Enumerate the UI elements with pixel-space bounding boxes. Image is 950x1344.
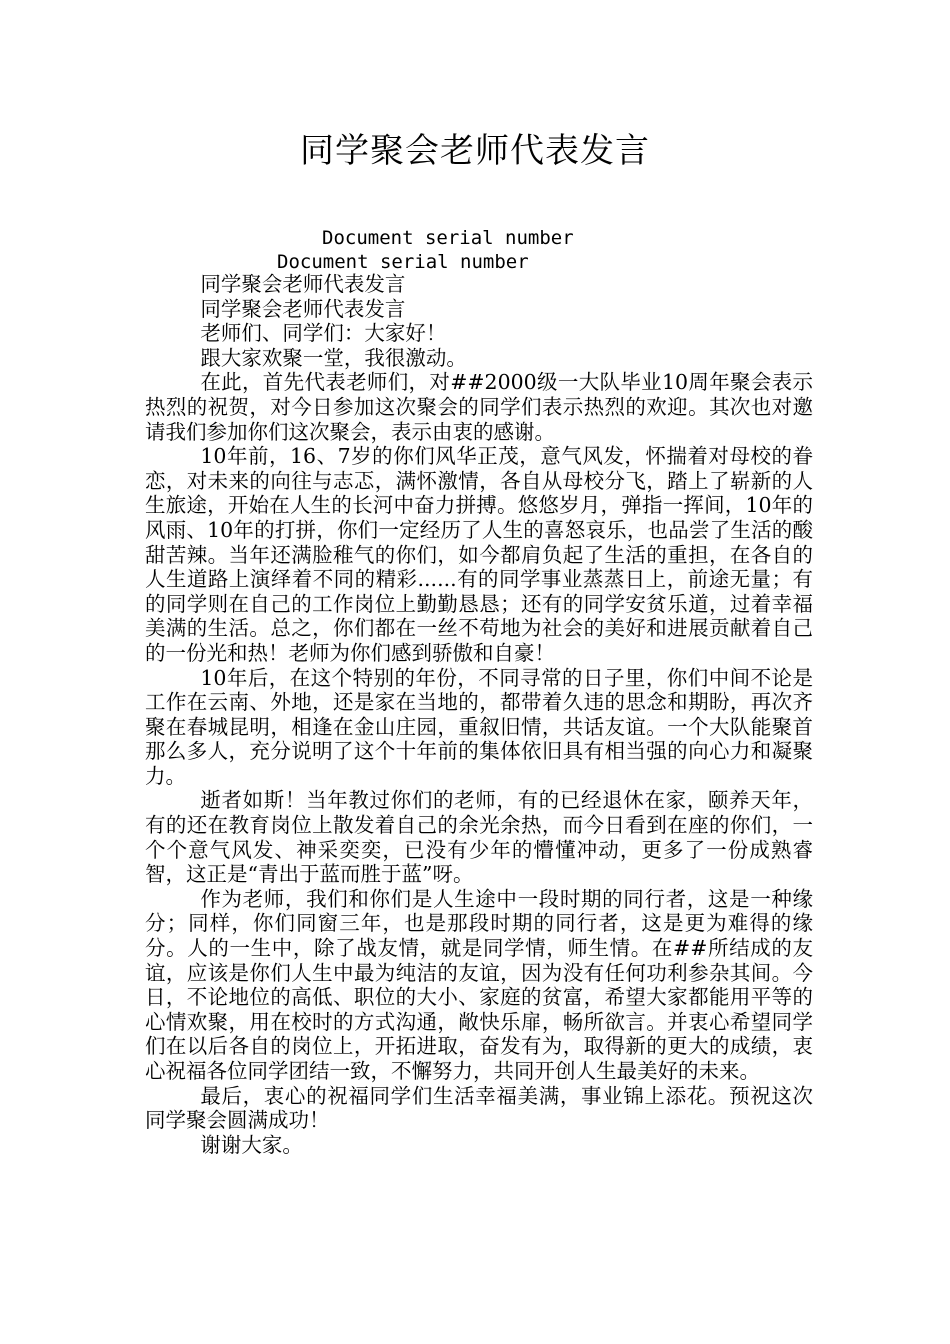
document-title: 同学聚会老师代表发言: [300, 131, 650, 171]
paragraph: 最后，衷心的祝福同学们生活幸福美满，事业锦上添花。预祝这次同学聚会圆满成功！: [145, 1083, 813, 1133]
paragraph: 在此，首先代表老师们，对##2000级一大队毕业10周年聚会表示热烈的祝贺，对今日参加这次聚会的同学们表示热烈的欢迎。其次也对邀请我们参加你们这次聚会，表示由衷的感谢。: [145, 370, 813, 444]
greeting-paragraph: 老师们、同学们：大家好！: [200, 321, 447, 346]
paragraph: 跟大家欢聚一堂，我很激动。: [200, 345, 467, 370]
closing-paragraph: 谢谢大家。: [200, 1132, 303, 1157]
paragraph: 同学聚会老师代表发言: [200, 296, 406, 321]
paragraph: 10年前，16、7岁的你们风华正茂，意气风发，怀揣着对母校的眷恋，对未来的向往与志忑，满怀激情，各自从母校分飞，踏上了崭新的人生旅途，开始在人生的长河中奋力拼搏。悠悠岁月，弹指一挥间，10年的风雨、10年的打拼，你们一定经历了人生的喜怒哀乐，也品尝了生活的酸甜苦辣。当年还满脸稚气的你们，如今都肩负起了生活的重担，在各自的人生道路上演绎着不同的精彩......有的同学事业蒸蒸日上，前途无量；有的同学则在自己的工作岗位上勤勤恳恳；还有的同学安贫乐道，过着幸福美满的生活。总之，你们都在一丝不苟地为社会的美好和进展贡献着自己的一份光和热！老师为你们感到骄傲和自豪！: [145, 444, 813, 665]
paragraph: 10年后，在这个特别的年份，不同寻常的日子里，你们中间不论是工作在云南、外地，还是家在当地的，都带着久违的思念和期盼，再次齐聚在春城昆明，相逢在金山庄园，重叙旧情，共话友谊。一个大队能聚首那么多人，充分说明了这个十年前的集体依旧具有相当强的向心力和凝聚力。: [145, 665, 813, 788]
document-body: [145, 272, 813, 1157]
paragraph: 逝者如斯！当年教过你们的老师，有的已经退休在家，颐养天年，有的还在教育岗位上散发着自己的余光余热，而今日看到在座的你们，一个个意气风发、神采奕奕，已没有少年的懵懂冲动，更多了一份成熟睿智，这正是“青出于蓝而胜于蓝”呀。: [145, 788, 813, 887]
document-serial-number: Document serial number: [322, 227, 574, 249]
paragraph: 同学聚会老师代表发言: [200, 272, 406, 296]
document-serial-number: Document serial number: [277, 251, 529, 273]
paragraph: 作为老师，我们和你们是人生途中一段时期的同行者，这是一种缘分；同样，你们同窗三年，也是那段时期的同行者，这是更为难得的缘分。人的一生中，除了战友情，就是同学情，师生情。在##所结成的友谊，应该是你们人生中最为纯洁的友谊，因为没有任何功利参杂其间。今日，不论地位的高低、职位的大小、家庭的贫富，希望大家都能用平等的心情欢聚，用在校时的方式沟通，敞快乐扉，畅所欲言。并衷心希望同学们在以后各自的岗位上，开拓进取，奋发有为，取得新的更大的成绩，衷心祝福各位同学团结一致，不懈努力，共同开创人生最美好的未来。: [145, 886, 813, 1083]
